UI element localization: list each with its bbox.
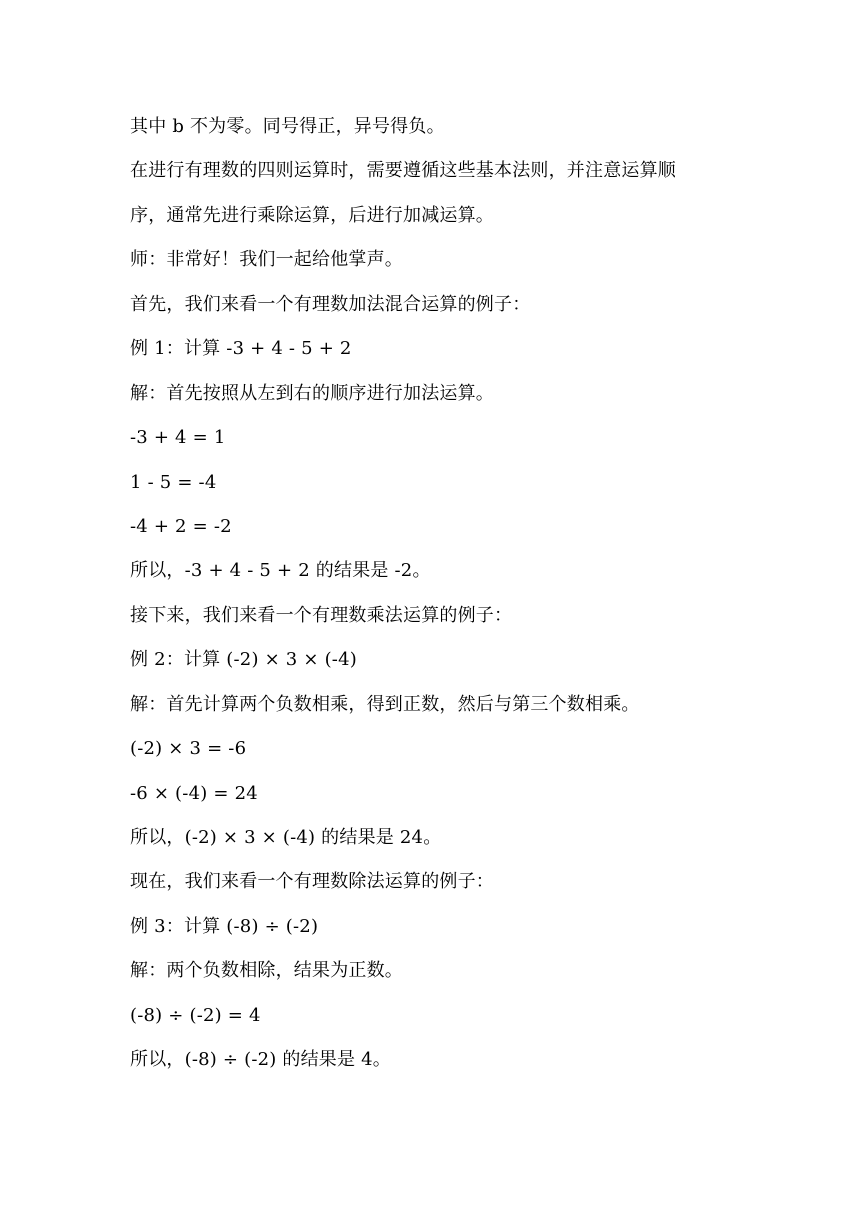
equation-line: -6 × (-4) = 24 <box>130 782 258 804</box>
text-line: 首先，我们来看一个有理数加法混合运算的例子： <box>130 293 531 315</box>
text-line: 在进行有理数的四则运算时，需要遵循这些基本法则，并注意运算顺 <box>130 160 676 182</box>
document-body <box>130 109 750 1087</box>
text-line: 现在，我们来看一个有理数除法运算的例子： <box>130 871 494 893</box>
text-line: 解：两个负数相除，结果为正数。 <box>130 960 403 982</box>
equation-line: -4 + 2 = -2 <box>130 515 232 537</box>
text-line: 其中 b 不为零。同号得正，异号得负。 <box>130 116 445 137</box>
result-line: 所以，(-8) ÷ (-2) 的结果是 4。 <box>130 1049 391 1071</box>
example-heading: 例 2：计算 (-2) × 3 × (-4) <box>130 649 357 671</box>
text-line: 接下来，我们来看一个有理数乘法运算的例子： <box>130 604 513 626</box>
equation-line: -3 + 4 = 1 <box>130 427 226 449</box>
text-line: 师：非常好！我们一起给他掌声。 <box>130 249 403 271</box>
text-line: 解：首先按照从左到右的顺序进行加法运算。 <box>130 382 494 404</box>
equation-line: 1 - 5 = -4 <box>130 471 217 493</box>
equation-line: (-2) × 3 = -6 <box>130 738 247 760</box>
text-line: 序，通常先进行乘除运算，后进行加减运算。 <box>130 204 494 226</box>
result-line: 所以，-3 + 4 - 5 + 2 的结果是 -2。 <box>130 560 431 582</box>
equation-line: (-8) ÷ (-2) = 4 <box>130 1004 261 1026</box>
example-heading: 例 3：计算 (-8) ÷ (-2) <box>130 915 319 937</box>
example-heading: 例 1：计算 -3 + 4 - 5 + 2 <box>130 338 352 360</box>
result-line: 所以，(-2) × 3 × (-4) 的结果是 24。 <box>130 827 442 848</box>
text-line: 解：首先计算两个负数相乘，得到正数，然后与第三个数相乘。 <box>130 693 640 715</box>
